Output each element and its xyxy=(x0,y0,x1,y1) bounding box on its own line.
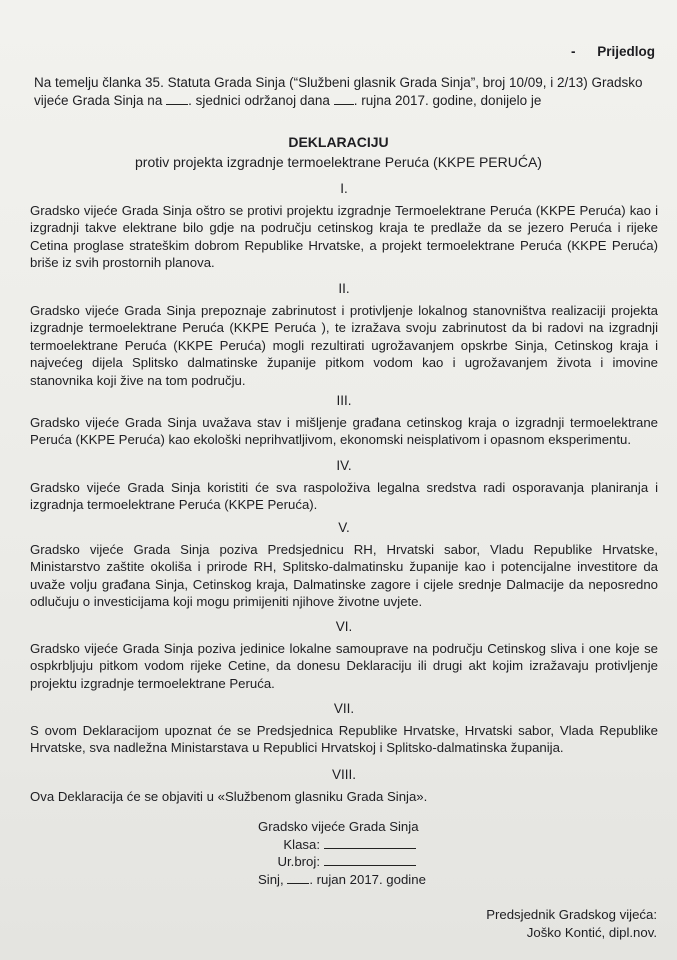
document-status xyxy=(571,44,655,59)
article-7 xyxy=(30,700,658,757)
klasa-label: Klasa: xyxy=(283,836,320,852)
article-text: Gradsko vijeće Grada Sinja prepoznaje zabrinutost i protivljenje lokalnog stanovništva realizaciji projekta izgradnje termoelektrane Peruća (KKPE Peruća ), te izražava svoju zabrinutost da bi radovi na izgradnji termoelektrane Peruća (KKPE Peruća) mogli rezultirati ugrožavanjem opskrbe Sinja, Cetinskog kraja i najvećeg dijela Splitsko dalmatinske županije pitkom vodom kao i ugrožavanjem života i imovine stanovnika koji žive na tom području. xyxy=(30,302,658,388)
date-day-blank xyxy=(334,104,354,105)
council-name: Gradsko vijeće Grada Sinja xyxy=(258,819,419,834)
article-number: I. xyxy=(340,181,348,196)
article-6 xyxy=(30,618,658,692)
article-text: S ovom Deklaracijom upoznat će se Predsjednica Republike Hrvatske, Hrvatski sabor, Vlada Republike Hrvatske, sva nadležna Ministarstava u Republici Hrvatskoj i Splitsko-dalmatinska županija. xyxy=(30,722,658,755)
president-title: Predsjednik Gradskog vijeća: xyxy=(486,907,657,922)
article-text: Gradsko vijeće Grada Sinja oštro se protivi projektu izgradnje Termoelektrane Peruća (KKPE Peruća) kao i izgradnji takve elektrane bilo gdje na području cetinskog kraja te predlaže da se jezero Peruća i rijeke Cetina proglase strateškim dobrom Republike Hrvatske, a projekt termoelektrane Peruća (KKPE Peruća) briše iz svih prostornih planova. xyxy=(30,202,658,270)
signature-date xyxy=(258,871,458,889)
date-day-blank xyxy=(287,883,309,884)
article-8 xyxy=(30,766,658,805)
urbroj-row xyxy=(258,853,458,871)
president-name: Joško Kontić, dipl.nov. xyxy=(526,924,657,940)
article-text: Gradsko vijeće Grada Sinja poziva jedinice lokalne samouprave na području Cetinskog sliva i one koje se ospkrbljuju pitkom vodom rijeke Cetine, da donesu Deklaraciju ili drugi akt kojim izražavaju protivljenje projektu izgradnje termoelektrane Peruća. xyxy=(30,640,658,691)
intro-text-1: Na temelju članka 35. Statuta Grada Sinja (“Službeni glasnik Grada Sinja”, broj 10/09, i 2/13) Gradsko vijeće Grada Sinja na xyxy=(34,75,643,108)
article-text: Gradsko vijeće Grada Sinja poziva Predsjednicu RH, Hrvatski sabor, Vladu Republike Hrvatske, Ministarstvo zaštite okoliša i prirode RH, Splitsko-dalmatinsku županije kao i potencijalne investitore da uvaže volju građana Sinja, Cetinskog kraja, Dalmatinske zagore i cijele srednje Dalmacije da neposredno odlučuju o investicijama koji mogu primijeniti njihove životne uvjete. xyxy=(30,541,658,609)
article-3 xyxy=(30,392,658,449)
article-1 xyxy=(30,180,658,272)
date-city: Sinj, xyxy=(258,871,284,887)
document-title: DEKLARACIJU xyxy=(288,134,389,150)
klasa-blank xyxy=(324,836,416,849)
article-text: Gradsko vijeće Grada Sinja koristiti će sva raspoloživa legalna sredstva radi osporavanja planiranja i izgradnja termoelektrane Peruća (KKPE Peruća). xyxy=(30,479,658,512)
president-block xyxy=(486,906,657,941)
document-subtitle: protiv projekta izgradnje termoelektrane Peruća (KKPE PERUĆA) xyxy=(135,154,542,170)
article-number: VI. xyxy=(335,619,353,634)
urbroj-blank xyxy=(324,853,416,866)
article-2 xyxy=(30,280,658,389)
session-number-blank xyxy=(166,104,188,105)
status-dash: - xyxy=(570,44,576,59)
article-4 xyxy=(30,457,658,514)
intro-text-3: . rujna 2017. godine, donijelo je xyxy=(353,93,542,108)
article-5 xyxy=(30,519,658,611)
urbroj-label: Ur.broj: xyxy=(277,854,320,869)
date-rest: . rujan 2017. godine xyxy=(309,871,426,887)
article-number: VII. xyxy=(333,701,355,716)
article-text: Ova Deklaracija će se objaviti u «Službenom glasniku Grada Sinja». xyxy=(30,788,428,804)
article-number: IV. xyxy=(336,458,352,473)
signature-block xyxy=(258,818,458,888)
article-number: V. xyxy=(338,520,350,535)
article-number: VIII. xyxy=(331,767,356,782)
status-label: Prijedlog xyxy=(597,44,655,59)
article-number: II. xyxy=(338,281,350,296)
article-number: III. xyxy=(336,393,352,408)
klasa-row xyxy=(258,836,458,854)
document-heading xyxy=(0,132,677,172)
article-text: Gradsko vijeće Grada Sinja uvažava stav i mišljenje građana cetinskog kraja o izgradnji termoelektrane Peruća (KKPE Peruća) kao ekološki neprihvatljivom, ekonomski neisplativom i opasnom eksperimentu. xyxy=(30,414,658,447)
intro-text-2: . sjednici održanoj dana xyxy=(188,93,330,108)
intro-paragraph xyxy=(34,74,658,110)
